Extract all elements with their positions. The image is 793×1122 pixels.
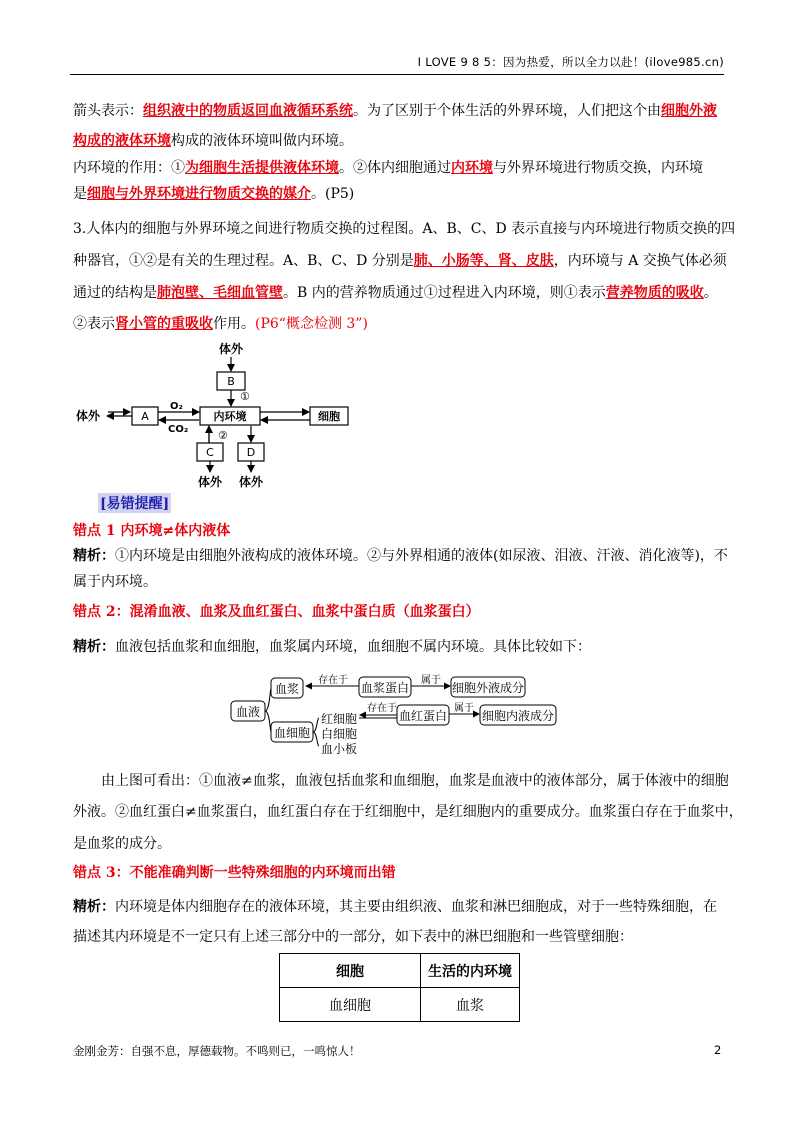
answer: 内环境 <box>451 160 493 176</box>
answer: 构成的液体环境 <box>73 133 171 149</box>
mark-2: ② <box>218 429 228 442</box>
label-hemoglobin: 血红蛋白 <box>398 709 448 723</box>
para3-line1: 3.人体内的细胞与外界环境之间进行物质交换的过程图。A、B、C、D 表示直接与内环境进行物质交换的四 <box>73 221 736 237</box>
label-bottom-right-outside: 体外 <box>238 475 264 489</box>
text: ，内环境与 A 交换气体必须 <box>553 253 727 269</box>
answer: 肺、小肠等、肾、皮肤 <box>413 253 554 269</box>
text: 种器官，①②是有关的生理过程。A、B、C、D 分别是 <box>73 253 414 269</box>
label-c: C <box>206 446 214 459</box>
err1-line1 <box>73 546 728 566</box>
answer: 肾小管的重吸收 <box>115 316 213 332</box>
para2-line2 <box>73 184 723 204</box>
text: ①内环境是由细胞外液构成的液体环境。②与外界相通的液体(如尿液、泪液、汗液、消化液等)，不 <box>115 548 728 564</box>
text: 构成的液体环境叫做内环境。 <box>171 133 353 149</box>
header-text: I LOVE 9 8 5：因为热爱，所以全力以赴！(ilove985.cn) <box>417 55 724 69</box>
text: ②表示 <box>73 316 115 332</box>
label-internal-environment: 内环境 <box>213 410 247 423</box>
text: 是 <box>73 186 87 202</box>
table-row <box>280 988 520 1022</box>
page-number: 2 <box>714 1043 722 1057</box>
text: 。为了区别于个体生活的外界环境，人们把这个由 <box>353 103 661 119</box>
text: 作用。 <box>213 316 255 332</box>
label-plasma-protein: 血浆蛋白 <box>360 681 410 695</box>
label-ecf: 细胞外液成分 <box>451 681 525 695</box>
label-blood-cells: 血细胞 <box>273 726 311 740</box>
para4-line3: 是血浆的成分。 <box>73 836 171 852</box>
page-header <box>70 50 724 75</box>
label-rbc: 红细胞 <box>321 712 358 726</box>
text: 。②体内细胞通过 <box>339 160 451 176</box>
label-co2: CO₂ <box>168 424 189 435</box>
text: 内环境是体内细胞存在的液体环境，其主要由组织液、血浆和淋巴细胞成，对于一些特殊细胞，在 <box>115 899 717 915</box>
label-belongs-2: 属于 <box>454 703 474 714</box>
label-cell: 细胞 <box>318 410 340 423</box>
table-header: 细胞 <box>280 954 421 988</box>
err1-line2: 属于内环境。 <box>73 574 157 590</box>
reference: (P6“概念检测 3”) <box>255 316 368 332</box>
blood-components-diagram <box>225 668 565 760</box>
label: 精析： <box>73 899 115 915</box>
connector <box>265 688 271 711</box>
table-cell: 血细胞 <box>280 988 421 1022</box>
label-a: A <box>141 410 149 423</box>
para3-line3 <box>73 283 723 303</box>
label-left-outside: 体外 <box>75 409 101 423</box>
err3-line1 <box>73 897 723 917</box>
label-blood: 血液 <box>235 705 261 719</box>
para3-line2 <box>73 251 727 271</box>
table-header: 生活的内环境 <box>421 954 520 988</box>
label-bottom-left-outside: 体外 <box>197 475 223 489</box>
label-plasma: 血浆 <box>274 682 300 696</box>
answer: 细胞外液 <box>661 103 717 119</box>
connector <box>313 732 319 746</box>
para1-line2 <box>73 131 723 151</box>
mark-1: ① <box>240 390 250 403</box>
label-exists-in-1: 存在于 <box>318 675 348 686</box>
text: 。 <box>703 285 718 301</box>
connector <box>265 711 271 732</box>
label-top-outside: 体外 <box>218 342 244 356</box>
cell-environment-table <box>279 953 520 1022</box>
answer: 细胞与外界环境进行物质交换的媒介 <box>87 186 311 202</box>
label: 精析： <box>73 548 115 564</box>
label-wbc: 白细胞 <box>321 727 358 741</box>
exchange-diagram <box>70 338 360 490</box>
table-cell: 血浆 <box>421 988 520 1022</box>
para4-line1: 由上图可看出：①血液≠血浆，血液包括血浆和血细胞，血浆是血液中的液体部分，属于体液中的细胞 <box>101 773 729 789</box>
text: 通过的结构是 <box>73 285 157 301</box>
text: 与外界环境进行物质交换，内环境 <box>493 160 703 176</box>
label: 精析： <box>73 639 115 655</box>
tip-label: [易错提醒] <box>98 493 171 513</box>
text: 内环境的作用：① <box>73 160 185 176</box>
label-d: D <box>246 446 256 459</box>
para3-line4 <box>73 314 723 334</box>
text: 。B 内的营养物质通过①过程进入内环境，则①表示 <box>283 285 606 301</box>
answer: 营养物质的吸收 <box>605 285 704 301</box>
answer: 为细胞生活提供液体环境 <box>185 160 339 176</box>
para4-line2: 外液。②血红蛋白≠血浆蛋白，血红蛋白存在于红细胞中，是红细胞内的重要成分。血浆蛋白存在于血浆中， <box>73 804 743 820</box>
para1-line1 <box>73 101 723 121</box>
table-header-row <box>280 954 520 988</box>
answer: 肺泡壁、毛细血管壁 <box>157 285 283 301</box>
text: 。(P5) <box>311 186 355 202</box>
label-platelet: 血小板 <box>321 742 358 756</box>
label-belongs-1: 属于 <box>421 675 441 686</box>
err3-title: 错点 3：不能准确判断一些特殊细胞的内环境而出错 <box>73 865 396 881</box>
err3-line2: 描述其内环境是不一定只有上述三部分中的一部分，如下表中的淋巴细胞和一些管壁细胞： <box>73 929 633 945</box>
label-o2: O₂ <box>170 401 183 412</box>
label-icf: 细胞内液成分 <box>481 709 555 723</box>
label-b: B <box>227 375 235 388</box>
err1-title: 错点 1 内环境≠体内液体 <box>73 523 231 539</box>
err2-title: 错点 2：混淆血液、血浆及血红蛋白、血浆中蛋白质（血浆蛋白） <box>73 604 480 620</box>
connector <box>313 718 319 732</box>
footer-text: 金刚金芳：自强不息，厚德载物。不鸣则已，一鸣惊人！ <box>73 1044 361 1058</box>
text: 箭头表示： <box>73 103 143 119</box>
err2-line1 <box>73 637 723 657</box>
label-exists-in-2: 存在于 <box>367 703 397 714</box>
answer: 组织液中的物质返回血液循环系统 <box>143 103 353 119</box>
text: 血液包括血浆和血细胞，血浆属内环境，血细胞不属内环境。具体比较如下： <box>115 639 591 655</box>
para2-line1 <box>73 158 723 178</box>
